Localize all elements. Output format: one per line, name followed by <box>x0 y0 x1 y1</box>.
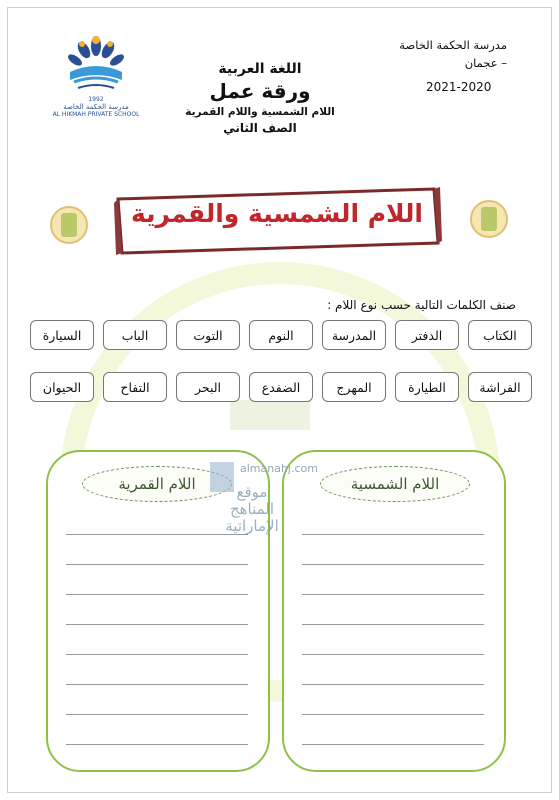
school-name-line1: مدرسة الحكمة الخاصة <box>399 38 507 52</box>
word-box: السيارة <box>30 320 94 350</box>
word-box: التوت <box>176 320 240 350</box>
answer-line[interactable] <box>302 594 484 595</box>
grade-title: الصف الثاني <box>223 121 297 135</box>
answer-line[interactable] <box>66 744 248 745</box>
answer-line[interactable] <box>302 534 484 535</box>
topic-title: اللام الشمسية واللام القمرية <box>185 106 335 118</box>
answer-line[interactable] <box>302 744 484 745</box>
answer-line[interactable] <box>66 624 248 625</box>
word-box: الضفدع <box>249 372 313 402</box>
school-name-line2: – عجمان <box>464 56 507 70</box>
word-box: الكتاب <box>468 320 532 350</box>
worksheet-title: ورقة عمل <box>209 79 311 103</box>
school-name <box>399 36 507 72</box>
subject-title: اللغة العربية <box>218 61 302 77</box>
answer-line[interactable] <box>66 654 248 655</box>
word-box: المهرج <box>322 372 386 402</box>
word-box: التفاح <box>103 372 167 402</box>
moon-lam-label: اللام القمرية <box>82 466 232 502</box>
word-box: الحيوان <box>30 372 94 402</box>
answer-line[interactable] <box>302 564 484 565</box>
sun-lam-label: اللام الشمسية <box>320 466 470 502</box>
word-box: المدرسة <box>322 320 386 350</box>
logo-caption <box>40 96 152 119</box>
logo-year: 1992 <box>88 96 104 103</box>
banner-title: اللام الشمسية والقمرية <box>131 199 423 228</box>
word-box: النوم <box>249 320 313 350</box>
answer-line[interactable] <box>66 564 248 565</box>
word-box: الباب <box>103 320 167 350</box>
worksheet-heading <box>185 60 335 136</box>
word-box: البحر <box>176 372 240 402</box>
word-box: الدفتر <box>395 320 459 350</box>
logo-name-ar: مدرسة الحكمة الخاصة <box>63 102 129 111</box>
watermark-name-line1: موقع <box>236 483 268 501</box>
watermark-name <box>206 484 298 535</box>
academic-year: 2021-2020 <box>426 80 492 94</box>
logo-name-en: AL HIKMAH PRIVATE SCHOOL <box>52 111 140 118</box>
answer-line[interactable] <box>66 594 248 595</box>
badge-icon-left <box>50 206 88 244</box>
watermark-shape <box>230 400 310 430</box>
answer-line[interactable] <box>66 684 248 685</box>
badge-icon-right <box>470 200 508 238</box>
word-row-1 <box>30 320 532 352</box>
word-box: الطيارة <box>395 372 459 402</box>
word-row-2 <box>30 372 532 404</box>
answer-line[interactable] <box>302 624 484 625</box>
word-box: الفراشة <box>468 372 532 402</box>
instruction-text: صنف الكلمات التالية حسب نوع اللام : <box>327 298 516 312</box>
watermark-name-line2: المناهج الإماراتية <box>225 500 279 535</box>
answer-line[interactable] <box>66 714 248 715</box>
answer-line[interactable] <box>302 714 484 715</box>
watermark-site: almanahj.com <box>240 462 318 475</box>
answer-line[interactable] <box>302 654 484 655</box>
answer-line[interactable] <box>302 684 484 685</box>
